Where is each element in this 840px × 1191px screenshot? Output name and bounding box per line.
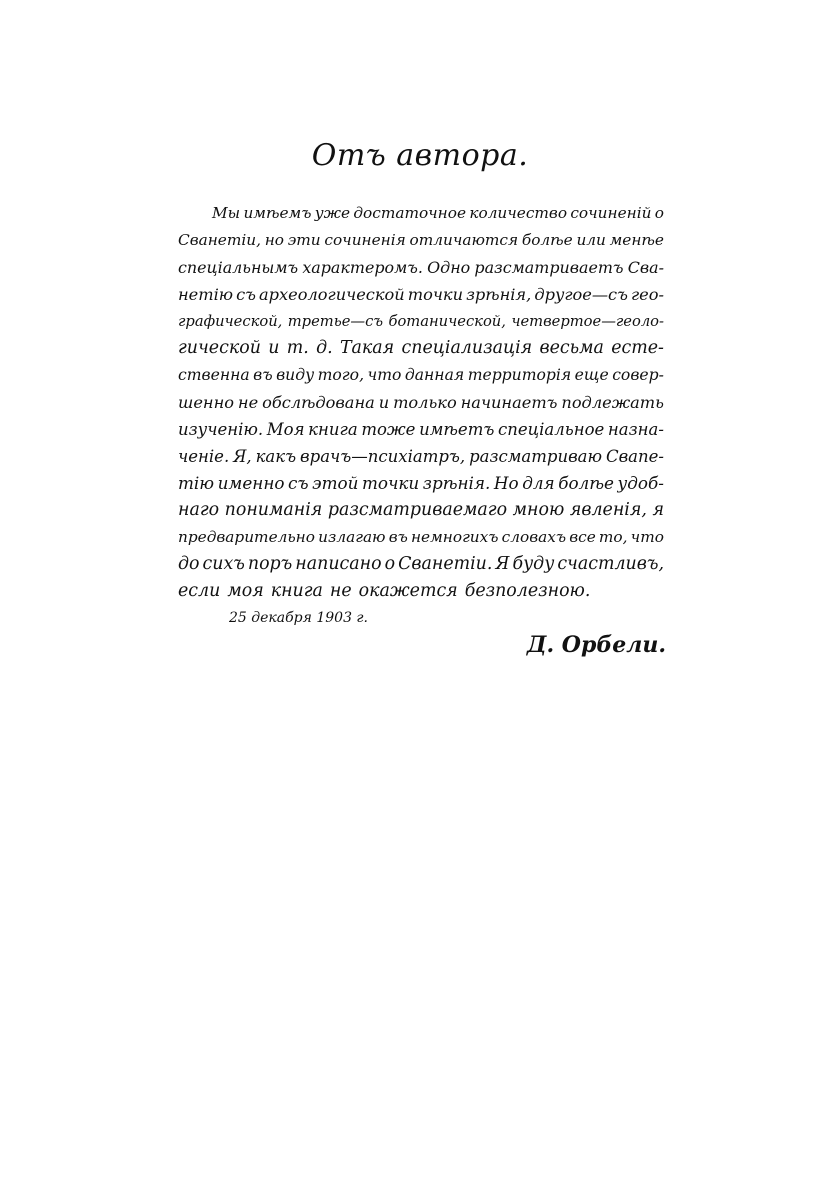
page-title: Отъ автора. <box>311 138 529 173</box>
preface-line: изученію. Моя книга тоже имѣетъ спеціальное назна- <box>178 420 664 439</box>
preface-line: тію именно съ этой точки зрѣнія. Но для болѣе удоб- <box>178 473 664 493</box>
preface-line: графической, третье—съ ботанической, четвертое—геоло- <box>178 313 664 330</box>
preface-line: до сихъ поръ написано о Сванетіи. Я буду счастливъ, <box>178 554 664 574</box>
preface-line: гической и т. д. Такая спеціализація весьма есте- <box>178 338 664 358</box>
preface-line: ственна въ виду того, что данная территорія еще совер- <box>178 366 664 384</box>
preface-line: шенно не обслѣдована и только начинаетъ подлежать <box>178 393 664 412</box>
preface-line: Мы имѣемъ уже достаточное количество сочиненій о <box>212 204 664 222</box>
preface-line: наго пониманія разсматриваемаго мною явленія, я <box>178 500 664 520</box>
author-signature: Д. Орбели. <box>526 632 666 658</box>
preface-line: ченіе. Я, какъ врачъ—психіатръ, разсматриваю Свапе- <box>178 447 664 466</box>
preface-body <box>178 200 664 605</box>
preface-line: нетію съ археологической точки зрѣнія, другое—съ гео- <box>178 285 664 304</box>
date: 25 декабря 1903 г. <box>229 610 368 626</box>
preface-line: спеціальнымъ характеромъ. Одно разсматриваетъ Сва- <box>178 258 664 277</box>
preface-line: если моя книга не окажется безполезною. <box>178 581 591 601</box>
preface-line: предварительно излагаю въ немногихъ словахъ все то, что <box>178 528 664 546</box>
preface-line: Сванетіи, но эти сочиненія отличаются болѣе или менѣе <box>178 231 664 249</box>
